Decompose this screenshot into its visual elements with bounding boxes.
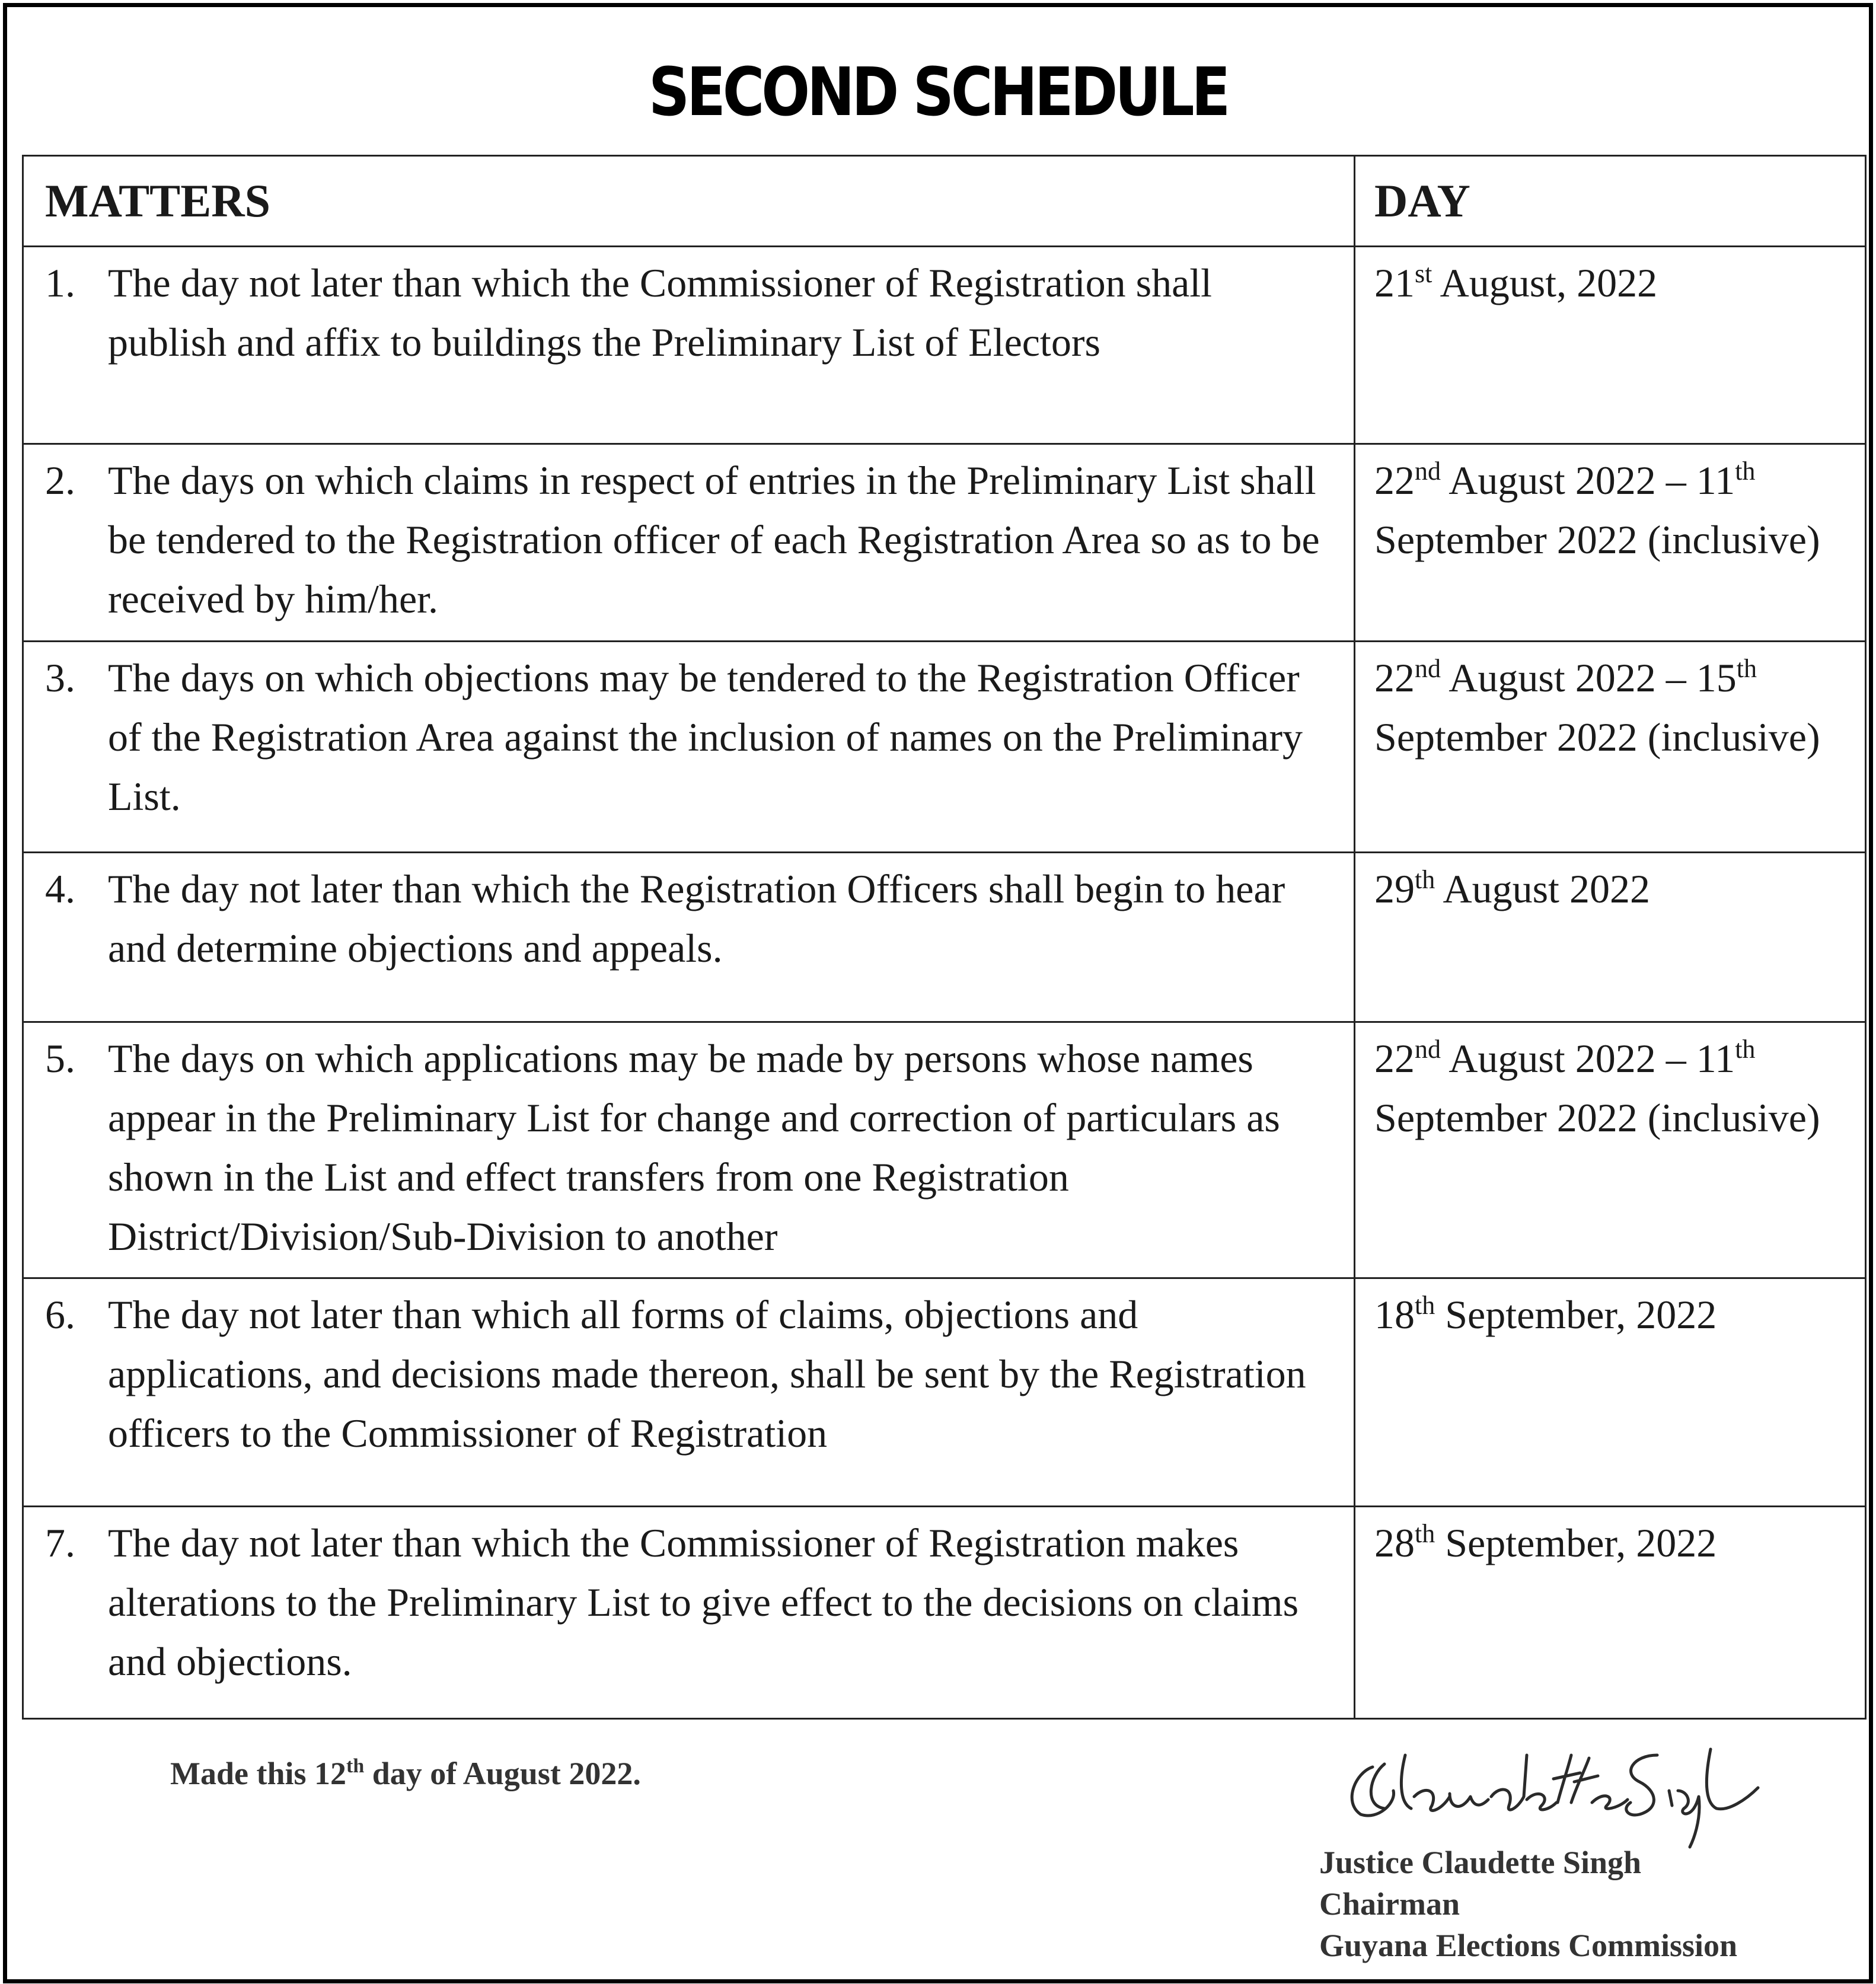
day-start-rest: August, 2022 bbox=[1432, 260, 1658, 305]
day-end-rest: September 2022 (inclusive) bbox=[1374, 1095, 1820, 1140]
day-start: 22 bbox=[1374, 655, 1415, 700]
page-title: SECOND SCHEDULE bbox=[648, 54, 1228, 131]
header-day: DAY bbox=[1355, 156, 1866, 247]
day-start-rest: August 2022 – 11 bbox=[1441, 458, 1735, 503]
day-start: 21 bbox=[1374, 260, 1415, 305]
day-start: 22 bbox=[1374, 1036, 1415, 1081]
matter-cell bbox=[23, 1022, 1355, 1278]
day-start-rest: September, 2022 bbox=[1435, 1292, 1717, 1337]
day-start: 22 bbox=[1374, 458, 1415, 503]
day-cell bbox=[1355, 444, 1866, 642]
day-start-rest: August 2022 – 11 bbox=[1441, 1036, 1735, 1081]
day-start-suffix: th bbox=[1415, 1519, 1435, 1548]
table-row bbox=[23, 642, 1866, 853]
item-number: 4. bbox=[45, 866, 75, 911]
day-start: 29 bbox=[1374, 866, 1415, 911]
signatory-org: Guyana Elections Commission bbox=[1319, 1928, 1738, 1963]
signatory-name: Justice Claudette Singh bbox=[1319, 1845, 1642, 1880]
day-start: 28 bbox=[1374, 1520, 1415, 1565]
day-cell bbox=[1355, 1022, 1866, 1278]
day-end-rest: September 2022 (inclusive) bbox=[1374, 715, 1820, 760]
day-start-suffix: nd bbox=[1415, 654, 1441, 683]
day-cell bbox=[1355, 1278, 1866, 1507]
day-cell bbox=[1355, 642, 1866, 853]
day-end-rest: September 2022 (inclusive) bbox=[1374, 517, 1820, 562]
day-start-rest: August 2022 bbox=[1435, 866, 1650, 911]
item-number: 5. bbox=[45, 1036, 75, 1081]
table-row bbox=[23, 1022, 1866, 1278]
day-start-suffix: nd bbox=[1415, 1035, 1441, 1064]
day-start-suffix: th bbox=[1415, 865, 1435, 894]
made-suffix: th bbox=[346, 1755, 365, 1777]
table-row bbox=[23, 1507, 1866, 1719]
day-start: 18 bbox=[1374, 1292, 1415, 1337]
table-header-row bbox=[23, 156, 1866, 247]
matter-text: The day not later than which the Registration Officers shall begin to hear and determine objections and appeals. bbox=[108, 866, 1285, 971]
day-end-suffix: th bbox=[1736, 654, 1757, 683]
day-cell bbox=[1355, 247, 1866, 444]
matter-cell bbox=[23, 444, 1355, 642]
table-row bbox=[23, 247, 1866, 444]
matter-cell bbox=[23, 642, 1355, 853]
item-number: 1. bbox=[45, 260, 75, 305]
day-cell bbox=[1355, 853, 1866, 1022]
day-end-suffix: th bbox=[1735, 457, 1756, 486]
made-this-date bbox=[170, 1755, 641, 1792]
item-number: 7. bbox=[45, 1520, 75, 1565]
matter-text: The day not later than which all forms of claims, objections and applications, and decisions made thereon, shall be sent by the Registration officers to the Commissioner of Registration bbox=[108, 1292, 1306, 1456]
day-start-suffix: st bbox=[1415, 259, 1432, 288]
day-start-suffix: th bbox=[1415, 1291, 1435, 1320]
item-number: 6. bbox=[45, 1292, 75, 1337]
matter-text: The days on which objections may be tendered to the Registration Officer of the Registration Area against the inclusion of names on the Preliminary List. bbox=[108, 655, 1303, 819]
matter-cell bbox=[23, 1278, 1355, 1507]
item-number: 3. bbox=[45, 655, 75, 700]
header-matters: MATTERS bbox=[23, 156, 1355, 247]
matter-text: The day not later than which the Commissioner of Registration shall publish and affix to buildings the Preliminary List of Electors bbox=[108, 260, 1213, 365]
matter-cell bbox=[23, 853, 1355, 1022]
day-end-suffix: th bbox=[1735, 1035, 1756, 1064]
day-start-suffix: nd bbox=[1415, 457, 1441, 486]
table-row bbox=[23, 853, 1866, 1022]
matter-text: The days on which claims in respect of entries in the Preliminary List shall be tendered to the Registration officer of each Registration Area so as to be received by him/her. bbox=[108, 458, 1320, 621]
made-rest: day of August 2022. bbox=[364, 1756, 641, 1791]
made-prefix: Made this 12 bbox=[170, 1756, 346, 1791]
item-number: 2. bbox=[45, 458, 75, 503]
matter-cell bbox=[23, 1507, 1355, 1719]
matter-text: The day not later than which the Commissioner of Registration makes alterations to the Preliminary List to give effect to the decisions on claims and objections. bbox=[108, 1520, 1299, 1684]
signatory-title: Chairman bbox=[1319, 1886, 1460, 1922]
table-row bbox=[23, 444, 1866, 642]
day-start-rest: August 2022 – 15 bbox=[1441, 655, 1737, 700]
handwritten-signature bbox=[1337, 1731, 1764, 1850]
day-start-rest: September, 2022 bbox=[1435, 1520, 1717, 1565]
schedule-table bbox=[22, 155, 1867, 1720]
day-cell bbox=[1355, 1507, 1866, 1719]
matter-text: The days on which applications may be made by persons whose names appear in the Preliminary List for change and correction of particulars as shown in the List and effect transfers from one Registration District/Division/Sub-Division to another bbox=[108, 1036, 1280, 1259]
table-row bbox=[23, 1278, 1866, 1507]
matter-cell bbox=[23, 247, 1355, 444]
